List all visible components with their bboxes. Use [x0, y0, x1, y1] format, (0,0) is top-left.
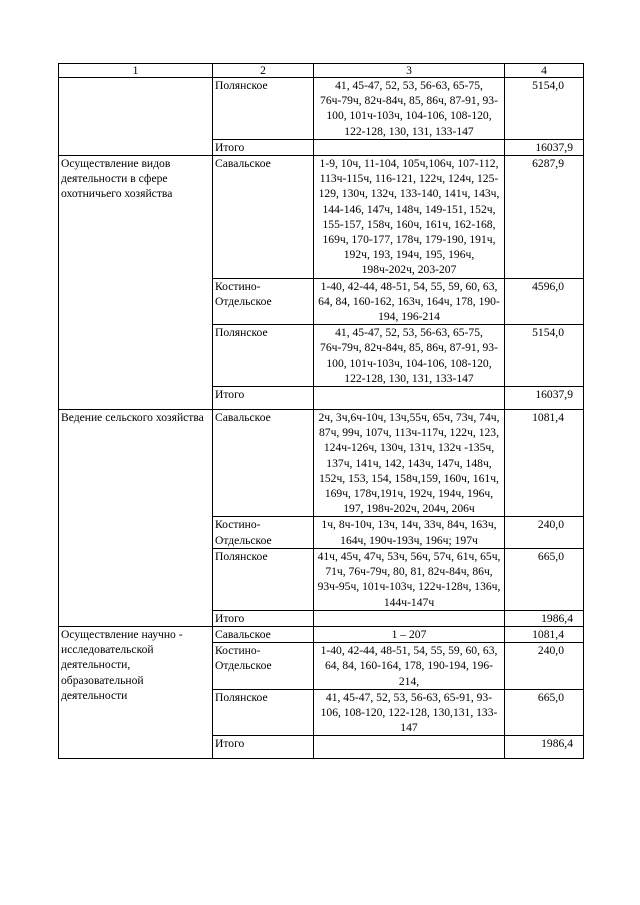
total-label: Итого [213, 139, 314, 155]
forestry-cell: Костино-Отдельское [213, 278, 314, 325]
total-label: Итого [213, 387, 314, 410]
empty-cell [314, 736, 505, 759]
area-cell: 1081,4 [505, 410, 584, 517]
area-cell: 665,0 [505, 689, 584, 736]
forestry-cell: Полянское [213, 325, 314, 387]
quarters-cell: 41, 45-47, 52, 53, 56-63, 65-75, 76ч-79ч, 82ч-84ч, 85, 86ч, 87-91, 93-100, 101ч-103ч, 104-106, 108-120, 122-128, 130, 131, 133-147 [314, 325, 505, 387]
table-row [59, 626, 584, 642]
forestry-cell: Полянское [213, 78, 314, 140]
table-row [59, 156, 584, 279]
quarters-cell: 41, 45-47, 52, 53, 56-63, 65-75, 76ч-79ч, 82ч-84ч, 85, 86ч, 87-91, 93-100, 101ч-103ч, 104-106, 108-120, 122-128, 130, 131, 133-147 [314, 78, 505, 140]
empty-cell [314, 610, 505, 626]
activity-cell: Осуществление научно - исследовательской деятельности, образовательной деятельности [59, 626, 213, 758]
area-cell: 240,0 [505, 643, 584, 690]
area-cell: 5154,0 [505, 78, 584, 140]
forestry-cell: Савальское [213, 410, 314, 517]
quarters-cell: 2ч, 3ч,6ч-10ч, 13ч,55ч, 65ч, 73ч, 74ч, 87ч, 99ч, 107ч, 113ч-117ч, 122ч, 123, 124ч-126ч, 130ч, 131ч, 132ч -135ч, 137ч, 141ч, 142, 143ч, 147ч, 148ч, 152ч, 153, 154, 158ч,159, 160ч, 161ч, 169ч, 178ч,191ч, 192ч, 194ч, 196ч, 197, 198ч-202ч, 204ч, 206ч [314, 410, 505, 517]
area-cell: 4596,0 [505, 278, 584, 325]
total-label: Итого [213, 736, 314, 759]
quarters-cell: 1-9, 10ч, 11-104, 105ч,106ч, 107-112, 113ч-115ч, 116-121, 122ч, 124ч, 125-129, 130ч, 132ч, 133-140, 141ч, 143ч, 144-146, 147ч, 148ч, 149-151, 152ч, 155-157, 158ч, 160ч, 161ч, 162-168, 169ч, 170-177, 178ч, 179-190, 191ч, 192ч, 193, 194ч, 195, 196ч, 198ч-202ч, 203-207 [314, 156, 505, 279]
forestry-cell: Савальское [213, 626, 314, 642]
header-col-1: 1 [59, 64, 213, 78]
forest-use-table [58, 63, 584, 759]
empty-cell [314, 139, 505, 155]
header-row [59, 64, 584, 78]
area-cell: 1081,4 [505, 626, 584, 642]
quarters-cell: 1-40, 42-44, 48-51, 54, 55, 59, 60, 63, 64, 84, 160-162, 163ч, 164ч, 178, 190-194, 196-214 [314, 278, 505, 325]
total-label: Итого [213, 610, 314, 626]
area-cell: 6287,9 [505, 156, 584, 279]
header-col-4: 4 [505, 64, 584, 78]
total-value: 16037,9 [505, 387, 584, 410]
table-row [59, 410, 584, 517]
header-col-3: 3 [314, 64, 505, 78]
forestry-cell: Полянское [213, 548, 314, 610]
activity-cell [59, 78, 213, 156]
forestry-cell: Полянское [213, 689, 314, 736]
forestry-cell: Костино-Отдельское [213, 517, 314, 548]
empty-cell [314, 387, 505, 410]
area-cell: 665,0 [505, 548, 584, 610]
total-value: 1986,4 [505, 610, 584, 626]
activity-cell: Осуществление видов деятельности в сфере охотничьего хозяйства [59, 156, 213, 410]
header-col-2: 2 [213, 64, 314, 78]
quarters-cell: 41ч, 45ч, 47ч, 53ч, 56ч, 57ч, 61ч, 65ч, 71ч, 76ч-79ч, 80, 81, 82ч-84ч, 86ч, 93ч-95ч, 101ч-103ч, 122ч-128ч, 136ч, 144ч-147ч [314, 548, 505, 610]
activity-cell: Ведение сельского хозяйства [59, 410, 213, 627]
total-value: 16037,9 [505, 139, 584, 155]
table-row [59, 78, 584, 140]
area-cell: 240,0 [505, 517, 584, 548]
quarters-cell: 1 – 207 [314, 626, 505, 642]
forestry-cell: Савальское [213, 156, 314, 279]
quarters-cell: 1ч, 8ч-10ч, 13ч, 14ч, 33ч, 84ч, 163ч, 164ч, 190ч-193ч, 196ч; 197ч [314, 517, 505, 548]
quarters-cell: 1-40, 42-44, 48-51, 54, 55, 59, 60, 63, 64, 84, 160-164, 178, 190-194, 196-214, [314, 643, 505, 690]
total-value: 1986,4 [505, 736, 584, 759]
quarters-cell: 41, 45-47, 52, 53, 56-63, 65-91, 93-106, 108-120, 122-128, 130,131, 133-147 [314, 689, 505, 736]
area-cell: 5154,0 [505, 325, 584, 387]
forestry-cell: Костино-Отдельское [213, 643, 314, 690]
